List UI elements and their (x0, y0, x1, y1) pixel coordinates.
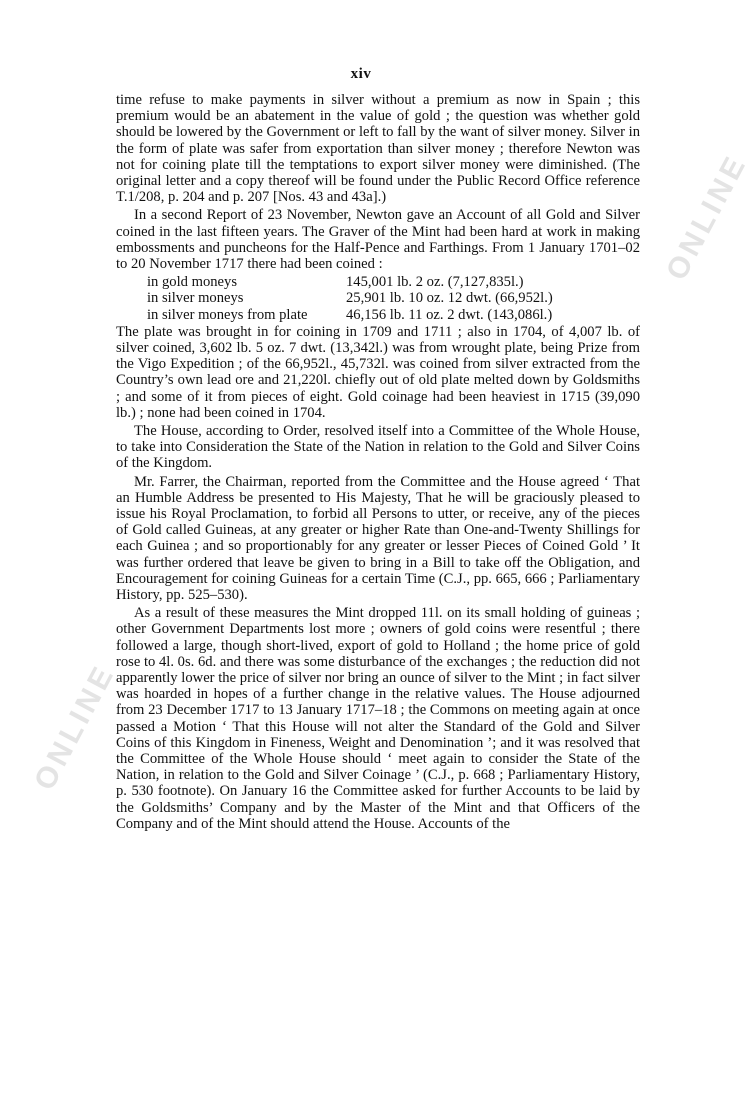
coinage-value: 46,156 lb. 11 oz. 2 dwt. (143,086l.) (346, 306, 553, 323)
coinage-label: in silver moneys from plate (147, 306, 308, 323)
paragraph: time refuse to make payments in silver without a premium as now in Spain ; this premium would be an abatement in the value of gold ; the question was whether gold should be lowered by the Government or left to fall by the want of silver money. Silver in the form of plate was safer from exportation than silver money ; therefore Newton was not for coining plate till the temptations to export silver money were diminished. (The original letter and a copy thereof will be found under the Public Record Office reference T.1/208, p. 204 and p. 207 [Nos. 43 and 43a].) (116, 92, 640, 206)
coinage-table (116, 274, 640, 323)
paragraph: Mr. Farrer, the Chairman, reported from the Committee and the House agreed ‘ That an Humble Address be presented to His Majesty, That he will be graciously pleased to issue his Royal Proclamation, to forbid all Persons to utter, or receive, any of the pieces of Gold called Guineas, at any greater or higher Rate than One-and-Twenty Shillings for each Guinea ; and so proportionably for any greater or lesser Pieces of Coined Gold ’ It was further ordered that leave be given to bring in a Bill to take off the Obligation, and Encouragement for coining Guineas for a certain Time (C.J., pp. 665, 666 ; Parliamentary History, pp. 525–530). (116, 473, 640, 604)
coinage-label: in silver moneys (147, 290, 244, 307)
coinage-row (116, 307, 640, 323)
paragraph: As a result of these measures the Mint dropped 11l. on its small holding of guineas ; other Government Departments lost more ; owners of gold coins were resentful ; there followed a large, though short-lived, export of gold to Holland ; the home price of gold rose to 4l. 0s. 6d. and there was some disturbance of the exchanges ; the reduction did not apparently lower the price of silver nor bring an ounce of silver to the Mint ; in fact silver was hoarded in hopes of a further change in the relative values. The House adjourned from 23 December 1717 to 13 January 1717–18 ; the Commons on meeting again at once passed a Motion ‘ That this House will not alter the Standard of the Gold and Silver Coins of this Kingdom in Fineness, Weight and Denomination ’; and it was resolved that the Committee of the Whole House should ‘ meet again to consider the State of the Nation, in relation to the Gold and Silver Coinage ’ (C.J., p. 668 ; Parliamentary History, p. 530 footnote). On January 16 the Committee asked for further Accounts to be laid by the Goldsmiths’ Company and by the Master of the Mint and that Officers of the Company and of the Mint should attend the House. Accounts of the (116, 605, 640, 832)
coinage-value: 25,901 lb. 10 oz. 12 dwt. (66,952l.) (346, 290, 553, 307)
coinage-value: 145,001 lb. 2 oz. (7,127,835l.) (346, 274, 524, 291)
body-text (116, 92, 640, 834)
watermark-left: ONLINE (28, 658, 122, 796)
page-number: xiv (350, 66, 372, 82)
coinage-label: in gold moneys (147, 274, 237, 291)
paragraph: The House, according to Order, resolved itself into a Committee of the Whole House, to take into Consideration the State of the Nation in relation to the Gold and Silver Coins of the Kingdom. (116, 423, 640, 472)
coinage-row (116, 274, 640, 290)
watermark-right: ONLINE (660, 148, 754, 286)
coinage-row (116, 290, 640, 306)
paragraph: In a second Report of 23 November, Newton gave an Account of all Gold and Silver coined in the last fifteen years. The Graver of the Mint had been hard at work in making embossments and puncheons for the Half-Pence and Farthings. From 1 January 1701–02 to 20 November 1717 there had been coined : (116, 207, 640, 273)
paragraph: The plate was brought in for coining in 1709 and 1711 ; also in 1704, of 4,007 lb. of silver coined, 3,602 lb. 5 oz. 7 dwt. (13,342l.) was from wrought plate, being Prize from the Vigo Expedition ; of the 66,952l., 45,732l. was coined from silver extracted from the Country’s own lead ore and 21,220l. chiefly out of old plate melted down by Goldsmiths ; and some of it from pieces of eight. Gold coinage had been heaviest in 1715 (39,090 lb.) ; none had been coined in 1704. (116, 323, 640, 421)
